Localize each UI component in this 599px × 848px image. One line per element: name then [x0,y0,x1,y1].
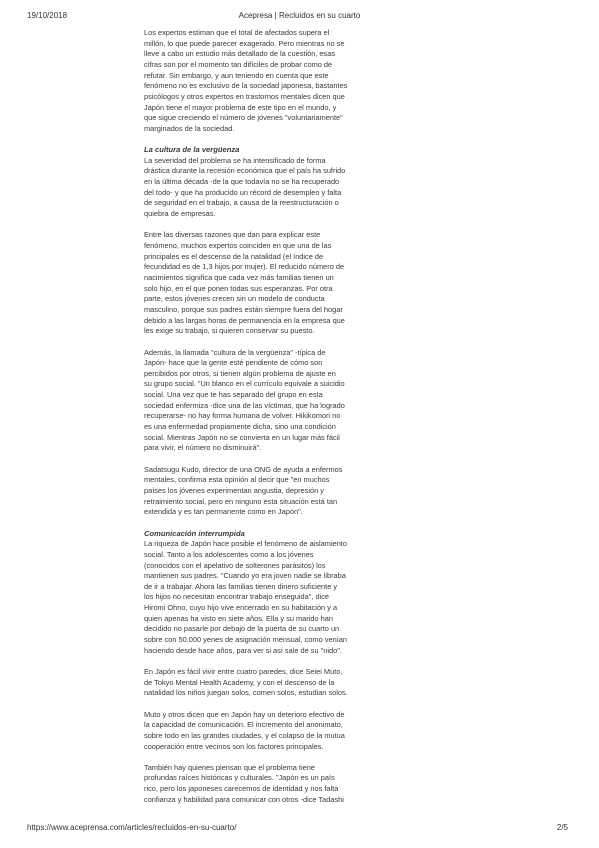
paragraph-line: marginados de la sociedad. [144,123,235,133]
paragraph-line: su grupo social. "Un blanco en el currículo equivale a suicidio [144,379,345,389]
paragraph-line: cooperación entre vecinos son los factores principales. [144,741,324,751]
paragraph [144,348,462,455]
paragraph-line: haciendo desde hace años, para ver si así sale de su "nido". [144,645,342,655]
paragraph-line: fenómeno, muchos expertos coinciden en que una de las [144,241,332,250]
paragraph-line: en la última década -de la que todavía no se ha recuperado [144,177,340,187]
paragraph-line: mentales, confirma esta opinión al decir que "en muchos [144,475,330,485]
paragraph-line: masculino, porque sus padres están siempre fuera del hogar [144,304,343,314]
article-body [144,28,462,805]
paragraph-line: retraimiento social, pero en ninguno esta situación está tan [144,496,338,506]
paragraph-line: En Japón es fácil vivir entre cuatro paredes, dice Seiei Muto, [144,667,343,676]
paragraph-line: extendida y es tan permanente como en Japón". [144,507,303,517]
paragraph-line: fenómeno no es exclusivo de la sociedad japonesa, bastantes [144,81,348,91]
paragraph-gap [144,656,462,667]
paragraph-line: psicólogos y otros expertos en trastornos mentales dicen que [144,91,345,101]
paragraph-gap [144,337,462,348]
paragraph [144,28,462,135]
paragraph-line: sobre todo en las grandes ciudades, y el colapso de la mutua [144,730,345,740]
paragraph-line: Sadatsugu Kudo, director de una ONG de ayuda a enfermos [144,464,343,474]
paragraph-line: recuperarse- no hay forma humana de volver. Hikikomori no [144,411,341,421]
paragraph [144,230,462,337]
paragraph-line: sociedad enfermiza -dice una de las víctimas, que ha logrado [144,400,345,410]
paragraph-line: fecundidad es de 1,3 hijos por mujer). El reducido número de [144,262,345,272]
paragraph-line: para vivir, el número no disminuirá". [144,443,262,453]
paragraph-line: solo hijo, en el que ponen todas sus esperanzas. Por otra [144,283,333,293]
paragraph-line: social. Mientras Japón no se convierta en un lugar más fácil [144,432,340,442]
paragraph-line: les exige su trabajo, si quieren conservar su puesto. [144,326,315,336]
paragraph-line: que sigue creciendo el número de jóvenes "voluntariamente" [144,113,343,123]
paragraph-line: Entre las diversas razones que dan para explicar este [144,230,321,240]
paragraph-line: Japón- hace que la gente esté pendiente de cómo son [144,358,323,368]
paragraph-line: Hiromi Ohno, cuyo hijo vive encerrado en su habitación y a [144,603,338,613]
paragraph-line: La riqueza de Japón hace posible el fenómeno de aislamiento [144,539,347,549]
paragraph-line: confianza y habilidad para comunicar con otros -dice Tadashi [144,794,344,804]
paragraph-gap [144,752,462,763]
paragraph-line: drástica durante la recesión económica que el país ha sufrido [144,166,346,176]
paragraph-line: Muto y otros dicen que en Japón hay un deterioro efectivo de [144,709,345,719]
paragraph-line: sobre con 50.000 yenes de asignación mensual, como venían [144,635,347,645]
paragraph-line: nacimientos significa que cada vez más familias tienen un [144,272,334,282]
paragraph [144,156,462,220]
paragraph-line: principales es el descenso de la natalidad (el índice de [144,251,324,261]
paragraph-line: cifras son por el momento tan difíciles de probar como de [144,59,333,69]
paragraph-line: de seguridad en el trabajo, a causa de la reestructuración o [144,198,339,208]
paragraph [144,710,462,753]
paragraph-line: También hay quienes piensan que el problema tiene [144,762,315,772]
paragraph-line: (conocidos con el apelativo de solterones parásitos) los [144,560,326,570]
paragraph-line: refutar. Sin embargo, y aun teniendo en cuenta que este [144,70,329,80]
paragraph-line: Los expertos estiman que el total de afectados supera el [144,28,330,37]
paragraph-line: parte, estos jóvenes crecen sin un modelo de conducta [144,294,325,304]
paragraph-gap [144,518,462,529]
paragraph-line: percibidos por otros, si tienen algún problema de ajuste en [144,368,336,378]
paragraph-line: millón, lo que puede parecer exagerado. Pero mientras no se [144,38,345,48]
page-title: Acepresa | Recluidos en su cuarto [238,11,361,20]
paragraph [144,465,462,518]
paragraph-line: profundas raíces históricas y culturales. "Japón es un país [144,773,335,783]
paragraph-line: natalidad los niños juegan solos, comen solos, estudian solos. [144,688,348,698]
paragraph-line: social. Tanto a los adolescentes como a los jóvenes [144,549,314,559]
paragraph-line: debido a las largas horas de permanencia en la empresa que [144,315,345,325]
paragraph-gap [144,220,462,231]
paragraph-gap [144,135,462,146]
paragraph [144,667,462,699]
paragraph-line: rico, pero los japoneses carecemos de identidad y nos falta [144,784,339,794]
paragraph-line: de Tokyo Mental Health Academy, y con el descenso de la [144,677,335,687]
paragraph-line: quien apenas ha visto en siete años. Ella y su marido han [144,613,333,623]
paragraph-line: de ir a trabajar. Ahora las familias tienen dinero suficiente y [144,581,338,591]
print-date: 19/10/2018 [27,11,68,20]
paragraph-line: lleve a cabo un estudio más detallado de la cuestión, esas [144,49,336,59]
page-number: 2/5 [556,823,568,832]
paragraph-gap [144,699,462,710]
paragraph [144,763,462,806]
paragraph-line: del todo- y que ha producido un récord de desempleo y falta [144,187,342,197]
section-heading: La cultura de la vergüenza [144,145,240,155]
page-url: https://www.aceprensa.com/articles/recluidos-en-su-cuarto/ [27,823,237,832]
paragraph-line: los hijos no necesitan encontrar trabajo enseguida", dice [144,592,330,602]
paragraph-line: decidido no pasarle por debajo de la puerta de su cuarto un [144,624,340,634]
paragraph-line: es una enfermedad propiamente dicha, sino una condición [144,422,336,432]
paragraph-line: países los jóvenes experimentan angustia, depresión y [144,485,324,495]
paragraph-line: quiebra de empresas. [144,209,216,219]
paragraph-line: social. Una vez que te has separado del grupo en esta [144,390,323,400]
section-heading: Comunicación interrumpida [144,528,245,538]
paragraph-line: mantienen sus padres. "Cuando yo era joven nadie se libraba [144,571,346,581]
paragraph-line: Japón tiene el mayor problema de este tipo en el mundo, y [144,102,337,112]
paragraph-line: la capacidad de comunicación. El incremento del anonimato, [144,720,343,730]
paragraph-line: Además, la llamada "cultura de la vergüenza" -típica de [144,347,326,357]
paragraph [144,539,462,656]
paragraph-line: La severidad del problema se ha intensificado de forma [144,155,326,165]
paragraph-gap [144,454,462,465]
